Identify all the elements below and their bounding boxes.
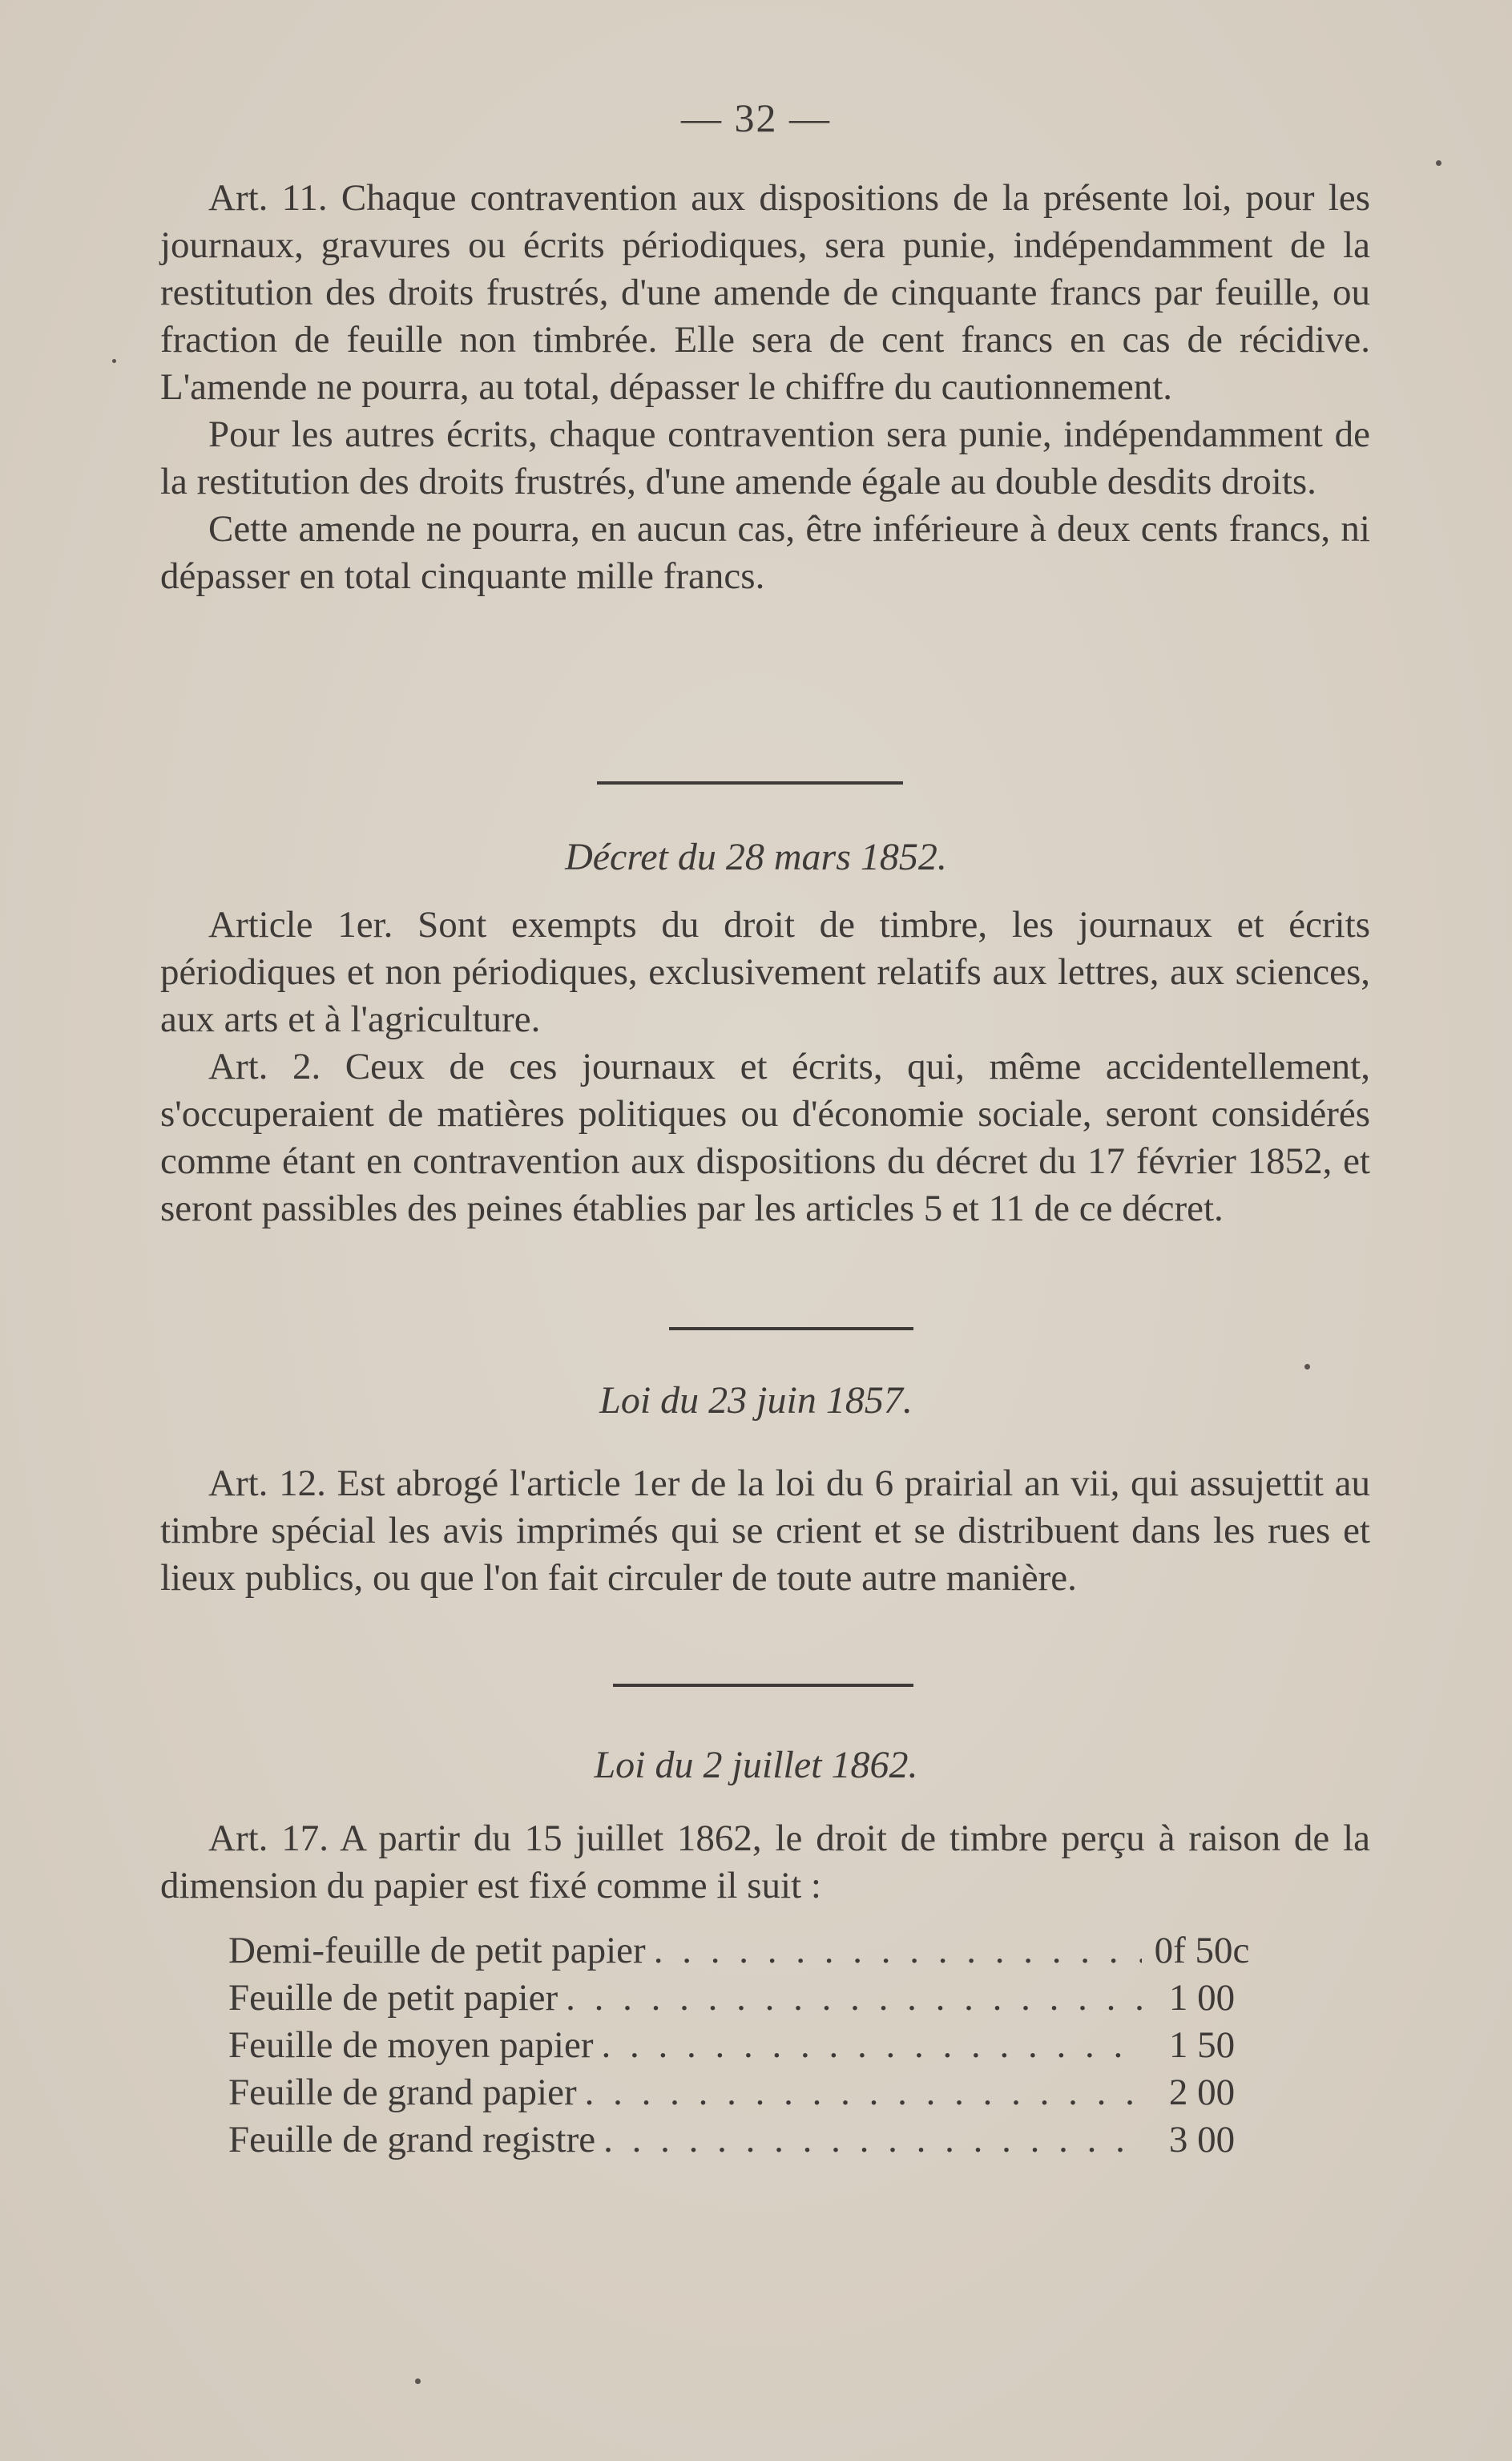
tariff-row <box>228 1975 1262 2022</box>
tariff-label: Feuille de petit papier <box>228 1977 558 2019</box>
section-decret-1852 <box>160 902 1370 1233</box>
paragraph: Art. 12. Est abrogé l'article 1er de la loi du 6 prairial an vii, qui assujettit au timbre spécial les avis imprimés qui se crient et se distribuent dans les rues et lieux publics, ou que l'on fait circuler de toute autre manière. <box>160 1462 1370 1599</box>
paragraph: Art. 2. Ceux de ces journaux et écrits, qui, même accidentellement, s'occuperaient de matières politiques ou d'économie sociale, seront considérés comme étant en contravention aux dispositions du décret du 17 février 1852, et seront passibles des peines établies par les articles 5 et 11 de ce décret. <box>160 1046 1370 1229</box>
tariff-row <box>228 2069 1262 2116</box>
tariff-label: Feuille de moyen papier <box>228 2024 594 2066</box>
tariff-row <box>228 2116 1262 2164</box>
section-article-11 <box>160 175 1370 600</box>
tariff-price: 3 00 <box>1168 2119 1236 2160</box>
leader-dots <box>646 1927 1142 1975</box>
leader-dots <box>595 2116 1142 2164</box>
section-divider <box>613 1684 913 1687</box>
page-number: — 32 — <box>681 95 831 140</box>
tariff-label: Feuille de grand papier <box>228 2072 577 2113</box>
tariff-row <box>228 1927 1262 1975</box>
tariff-label: Feuille de grand registre <box>228 2119 596 2160</box>
tariff-price: 1 50 <box>1168 2024 1236 2066</box>
tariff-label: Demi-feuille de petit papier <box>228 1930 646 1971</box>
section-divider <box>669 1327 913 1330</box>
section-heading-loi-1857: Loi du 23 juin 1857. <box>599 1379 913 1422</box>
section-heading-loi-1862: Loi du 2 juillet 1862. <box>594 1744 918 1786</box>
section-heading-decret-1852: Décret du 28 mars 1852. <box>565 836 947 878</box>
paragraph: Cette amende ne pourra, en aucun cas, être inférieure à deux cents francs, ni dépasser en total cinquante mille francs. <box>160 508 1370 597</box>
paragraph: Art. 11. Chaque contravention aux dispositions de la présente loi, pour les journaux, gravures ou écrits périodiques, sera punie, indépendamment de la restitution des droits frustrés, d'une amende de cinquante francs par feuille, ou fraction de feuille non timbrée. Elle sera de cent francs en cas de récidive. L'amende ne pourra, au total, dépasser le chiffre du cautionnement. <box>160 177 1370 408</box>
paragraph: Article 1er. Sont exempts du droit de timbre, les journaux et écrits périodiques et non périodiques, exclusivement relatifs aux lettres, aux sciences, aux arts et à l'agriculture. <box>160 904 1370 1040</box>
section-loi-1857 <box>160 1460 1370 1602</box>
tariff-price: 2 00 <box>1168 2072 1236 2113</box>
tariff-row <box>228 2022 1262 2069</box>
section-divider <box>597 781 903 785</box>
leader-dots <box>577 2069 1142 2116</box>
section-loi-1862 <box>160 1815 1370 1910</box>
paper-speck <box>1304 1364 1310 1370</box>
tariff-price: 1 00 <box>1168 1977 1236 2019</box>
stamp-duty-tariff-table <box>228 1927 1262 2164</box>
paper-speck <box>1436 160 1441 166</box>
leader-dots <box>594 2022 1143 2069</box>
paper-speck <box>112 359 116 363</box>
paragraph: Art. 17. A partir du 15 juillet 1862, le droit de timbre perçu à raison de la dimension du papier est fixé comme il suit : <box>160 1818 1370 1906</box>
paper-speck <box>415 2378 421 2384</box>
leader-dots <box>558 1975 1142 2022</box>
tariff-price: 0f 50c <box>1154 1930 1250 1971</box>
paragraph: Pour les autres écrits, chaque contravention sera punie, indépendamment de la restitution des droits frustrés, d'une amende égale au double desdits droits. <box>160 414 1370 502</box>
